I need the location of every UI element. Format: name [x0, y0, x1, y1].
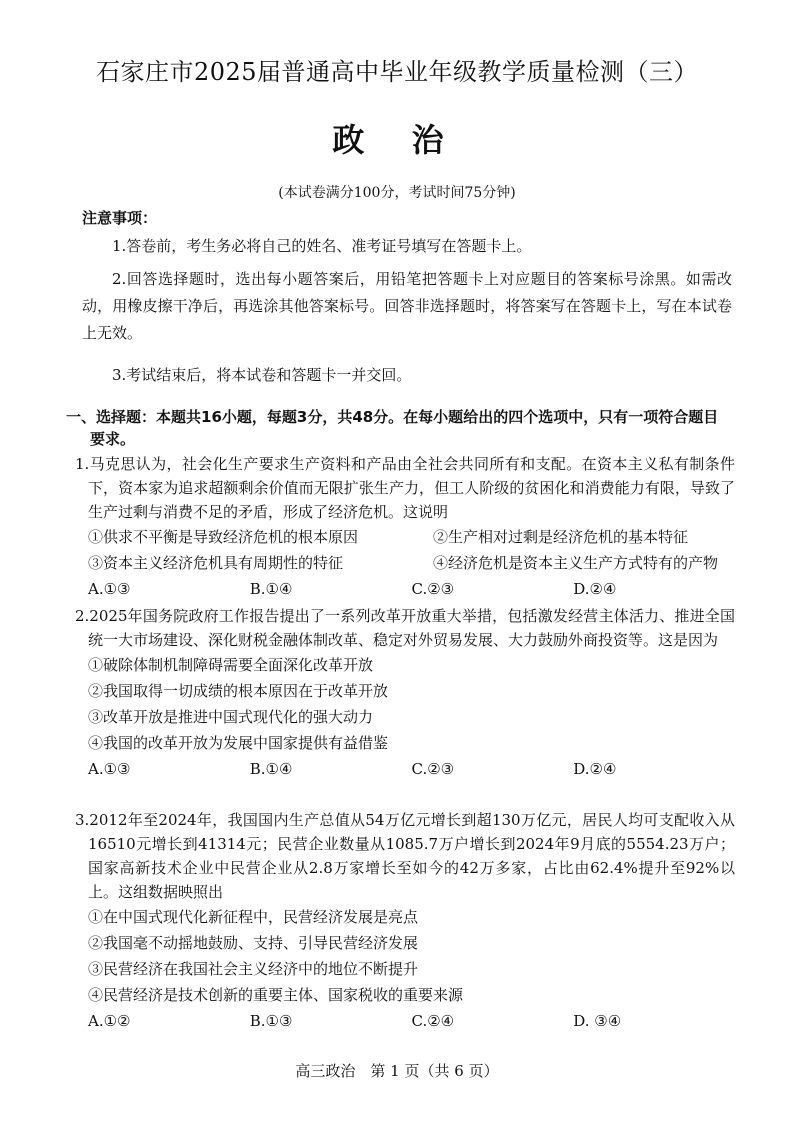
- option-row: [75, 550, 735, 576]
- choice-d: D.②④: [573, 760, 617, 778]
- choice-d: D. ③④: [573, 1012, 622, 1030]
- option: ④民营经济是技术创新的重要主体、国家税收的重要来源: [88, 986, 464, 1004]
- option: ④经济危机是资本主义生产方式特有的产物: [433, 554, 719, 572]
- notice-item-1: 1.答卷前，考生务必将自己的姓名、准考证号填写在答题卡上。: [112, 237, 532, 255]
- exam-title: 石家庄市2025届普通高中毕业年级教学质量检测（三）: [95, 58, 699, 86]
- option: ①供求不平衡是导致经济危机的根本原因: [88, 528, 359, 546]
- option: ③民营经济在我国社会主义经济中的地位不断提升: [88, 960, 419, 978]
- page-footer: 高三政治 第 1 页（共 6 页）: [295, 1062, 499, 1080]
- choice-b: B.①③: [249, 1012, 293, 1030]
- option: ②生产相对过剩是经济危机的基本特征: [433, 528, 689, 546]
- question-3: [75, 808, 735, 1034]
- question-stem: 2.2025年国务院政府工作报告提出了一系列改革开放重大举措，包括激发经营主体活力、推进全国统一大市场建设、深化财税金融体制改革、稳定对外贸易发展、大力鼓励外商投资等。这是因为: [75, 607, 735, 649]
- choice-c: C.②④: [411, 1012, 455, 1030]
- choice-a: A.①③: [88, 580, 131, 598]
- choice-b: B.①④: [249, 580, 293, 598]
- notice-heading: 注意事项：: [82, 209, 158, 227]
- choice-c: C.②③: [411, 580, 455, 598]
- option: ②我国取得一切成绩的根本原因在于改革开放: [88, 682, 389, 700]
- option: ①破除体制机制障碍需要全面深化改革开放: [88, 656, 374, 674]
- question-stem: 3.2012年至2024年，我国国内生产总值从54万亿元增长到超130万亿元，居民人均可支配收入从16510元增长到41314元；民营企业数量从1085.7万户增长到2024年9月底的5554.23万户；国家高新技术企业中民营企业从2.8万家增长至如今的42万多家，占比由62.4%提升至92%以上。这组数据映照出: [75, 811, 735, 901]
- answer-choices: [75, 576, 735, 602]
- answer-choices: [75, 1008, 735, 1034]
- subject-heading: 政 治: [332, 121, 462, 159]
- section-heading: 一、选择题：本题共16小题，每题3分，共48分。在每小题给出的四个选项中，只有一项符合题目要求。: [66, 408, 719, 448]
- choice-a: A.①③: [88, 760, 131, 778]
- answer-choices: [75, 756, 735, 782]
- question-1: [75, 452, 735, 602]
- choice-c: C.②③: [411, 760, 455, 778]
- choice-a: A.①②: [88, 1012, 131, 1030]
- option: ①在中国式现代化新征程中，民营经济发展是亮点: [88, 908, 419, 926]
- option-row: [75, 524, 735, 550]
- option: ③资本主义经济危机具有周期性的特征: [88, 554, 344, 572]
- question-stem: 1.马克思认为，社会化生产要求生产资料和产品由全社会共同所有和支配。在资本主义私有制条件下，资本家为追求超额剩余价值而无限扩张生产力，但工人阶级的贫困化和消费能力有限，导致了生产过剩与消费不足的矛盾，形成了经济危机。这说明: [75, 455, 735, 521]
- exam-meta: (本试卷满分100分，考试时间75分钟): [278, 185, 516, 201]
- choice-b: B.①④: [249, 760, 293, 778]
- notice-item-2: 2.回答选择题时，选出每小题答案后，用铅笔把答题卡上对应题目的答案标号涂黑。如需改动，用橡皮擦干净后，再选涂其他答案标号。回答非选择题时，将答案写在答题卡上，写在本试卷上无效。: [82, 270, 732, 342]
- option: ②我国毫不动摇地鼓励、支持、引导民营经济发展: [88, 934, 419, 952]
- notice-item-3: 3.考试结束后，将本试卷和答题卡一并交回。: [112, 366, 412, 384]
- option: ③改革开放是推进中国式现代化的强大动力: [88, 708, 374, 726]
- option: ④我国的改革开放为发展中国家提供有益借鉴: [88, 734, 389, 752]
- choice-d: D.②④: [573, 580, 617, 598]
- question-2: [75, 604, 735, 782]
